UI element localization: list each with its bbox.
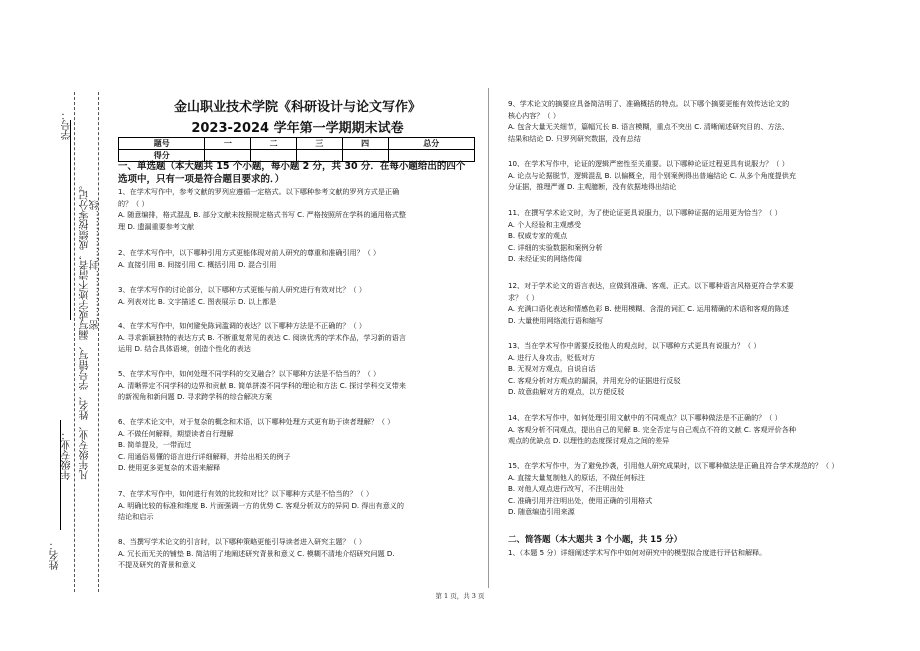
binding-instruction: 凡年级专业、姓名、学号错写、漏写或字迹不清者，成绩按零分记。	[80, 180, 91, 480]
question-line: 3、在学术写作的讨论部分，以下哪种方式更能与前人研究进行有效对比？（ ）	[118, 285, 366, 294]
question-line: D. 故意曲解对方的观点，以方便反驳	[508, 387, 625, 397]
question-line: 14、在学术写作中，如何处理引用文献中的不同观点？以下哪种做法是不正确的？（ ）	[508, 413, 782, 422]
question-line: A. 直接大量复制他人的原话，不做任何标注	[508, 472, 645, 482]
binding-line-outer	[74, 92, 75, 592]
question-line: C. 客观分析对方观点的漏洞，并用充分的证据进行反驳	[508, 375, 681, 385]
score-cell: 二	[251, 138, 297, 150]
question-8	[118, 536, 395, 571]
question-line: A. 进行人身攻击，贬低对方	[508, 352, 596, 362]
question-line: A. 清晰界定不同学科的边界和贡献 B. 简单拼凑不同学科的理论和方法 C. 探讨学科交叉带来	[118, 380, 406, 390]
name-label: 姓名：	[50, 540, 61, 570]
question-9	[508, 98, 789, 144]
question-line: 分证据，推理严谨 D. 主观臆断，没有依据地得出结论	[508, 182, 677, 192]
question-line: A. 客观分析不同观点，提出自己的见解 B. 完全否定与自己观点不符的文献 C. 客观评价各种	[508, 424, 796, 434]
question-2	[118, 247, 380, 270]
question-line: A. 冗长而无关的铺垫 B. 简洁明了地阐述研究背景和意义 C. 模糊不清地介绍研究问题 D.	[118, 548, 395, 558]
question-line: 求？（ ）	[508, 292, 539, 302]
question-line: 的新视角和新问题 D. 寻求跨学科的综合解决方案	[118, 392, 273, 402]
section2-heading: 二、简答题（本大题共 3 个小题，共 15 分）	[508, 535, 683, 545]
question-line: D. 大量使用网络流行语和缩写	[508, 315, 604, 325]
question-line: B. 简单提及，一带而过	[118, 440, 192, 450]
question-line: A. 充满口语化表达和情感色彩 B. 使用模糊、含混的词汇 C. 运用精确的术语和客观的陈述	[508, 304, 789, 314]
question-line: 理 D. 遗漏重要参考文献	[118, 221, 195, 231]
question-line: A. 明确比较的标准和维度 B. 片面强调一方的优势 C. 客观分析双方的异同 D. 得出有意义的	[118, 500, 404, 510]
question-line: 运用 D. 结合具体语境，创造个性化的表达	[118, 344, 251, 354]
question-4	[118, 320, 406, 355]
question-line: C. 用通俗易懂的语言进行详细解释，并给出相关的例子	[118, 451, 291, 461]
question-14	[508, 412, 796, 447]
question-3	[118, 284, 366, 307]
section1-heading	[118, 160, 483, 186]
grade-major-label: 年级专业：	[62, 430, 73, 480]
question-11	[508, 207, 782, 265]
page-footer: 第 1 页，共 3 页	[435, 592, 485, 600]
score-table-header-row	[119, 138, 475, 150]
question-line: 6、在学术论文中，对于复杂的概念和术语，以下哪种处理方式更有助于读者理解？（ ）	[118, 417, 395, 426]
binding-line-inner	[98, 92, 99, 592]
question-line: B. 权威专家的观点	[508, 231, 568, 241]
score-table	[118, 137, 475, 162]
question-line: C. 准确引用并注明出处，使用正确的引用格式	[508, 495, 653, 505]
question-line: A. 包含大量无关细节，篇幅冗长 B. 语言模糊，重点不突出 C. 清晰阐述研究目的、方法、	[508, 122, 789, 132]
question-line: 5、在学术写作中，如何处理不同学科的交叉融合？以下哪种方法是不恰当的？（ ）	[118, 369, 381, 378]
question-line: 7、在学术写作中，如何进行有效的比较和对比？以下哪种方式是不恰当的？（ ）	[118, 489, 374, 498]
question-line: 的？（ ）	[118, 198, 149, 208]
question-1	[118, 186, 406, 232]
student-id-label: 学号：	[62, 110, 73, 140]
question-line: D. 未经证实的网络传闻	[508, 254, 582, 264]
question-7	[118, 488, 404, 523]
question-line: A. 列表对比 B. 文字描述 C. 图表展示 D. 以上都是	[118, 296, 277, 306]
question-line: 4、在学术写作中，如何避免陈词滥调的表达？以下哪种方法是不正确的？（ ）	[118, 321, 366, 330]
question-line: A. 直接引用 B. 间接引用 C. 概括引用 D. 混合引用	[118, 259, 277, 269]
question-line: 观点的优缺点 D. 以理性的态度探讨观点之间的差异	[508, 436, 670, 446]
seal-mark: 密……………封……………线	[90, 200, 101, 330]
question-line: 1、在学术写作中，参考文献的罗列应遵循一定格式。以下哪种参考文献的罗列方式是正确	[118, 187, 400, 196]
question-5	[118, 368, 406, 403]
studentid-underline	[70, 120, 71, 320]
short-answer-1: 1、（本题 5 分）详细阐述学术写作中如何对研究中的模型拟合度进行评估和解释。	[508, 548, 767, 557]
score-cell: 三	[296, 138, 342, 150]
question-line: 结论和启示	[118, 512, 154, 522]
question-6	[118, 416, 394, 474]
exam-title: 金山职业技术学院《科研设计与论文写作》	[173, 100, 421, 115]
question-line: 核心内容？（ ）	[508, 110, 560, 120]
score-cell: 题号	[119, 138, 205, 150]
question-line: 2、在学术写作中，以下哪种引用方式更能体现对前人研究的尊重和准确引用？（ ）	[118, 248, 381, 257]
question-line: A. 个人经验和主观感受	[508, 219, 582, 229]
question-line: 9、学术论文的摘要应具备简洁明了、准确概括的特点。以下哪个摘要更能有效传达论文的	[508, 99, 790, 108]
score-cell: 总分	[388, 138, 474, 150]
column-divider	[488, 88, 489, 588]
question-line: 11、在撰写学术论文时，为了使论证更具说服力，以下哪种证据的运用更为恰当？（ ）	[508, 208, 782, 217]
question-13	[508, 340, 760, 398]
question-line: 15、在学术写作中，为了避免抄袭，引用他人研究成果时，以下哪种做法是正确且符合学术规范的？（ ）	[508, 461, 839, 470]
question-10	[508, 158, 796, 193]
section1-heading-line2: 选项中，只有一项是符合题目要求的．）	[118, 174, 285, 185]
question-line: 不提及研究的背景和意义	[118, 560, 197, 570]
question-line: 10、在学术写作中，论证的逻辑严密性至关重要。以下哪种论证过程更具有说服力？（ ）	[508, 159, 789, 168]
question-line: 8、当撰写学术论文的引言时，以下哪种策略更能引导读者进入研究主题？（ ）	[118, 537, 366, 546]
question-line: D. 使用更多更复杂的术语来解释	[118, 463, 221, 473]
question-line: B. 对他人观点进行改写，不注明出处	[508, 484, 624, 494]
question-line: D. 随意编造引用来源	[508, 507, 575, 517]
question-line: A. 不做任何解释，期望读者自行理解	[118, 428, 234, 438]
question-line: C. 详细的实验数据和案例分析	[508, 242, 603, 252]
question-line: B. 无视对方观点，自说自话	[508, 364, 596, 374]
question-12	[508, 280, 794, 326]
exam-subtitle: 2023-2024 学年第一学期期末试卷	[191, 121, 404, 136]
question-line: 12、对于学术论文的语言表达，应做到准确、客观、正式。以下哪种语言风格更符合学术要	[508, 281, 794, 290]
score-cell: 四	[342, 138, 388, 150]
question-line: 13、当在学术写作中需要反驳他人的观点时，以下哪种方式更具有说服力？（ ）	[508, 341, 761, 350]
question-line: 结果和结论 D. 只罗列研究数据，没有总结	[508, 133, 641, 143]
name-underline	[60, 420, 61, 530]
question-line: A. 寻求新颖独特的表达方式 B. 不断重复常见的表达 C. 阅读优秀的学术作品，学习新的语言	[118, 332, 406, 342]
question-line: A. 论点与论据脱节，逻辑混乱 B. 以偏概全，用个别案例得出普遍结论 C. 从多个角度提供充	[508, 170, 796, 180]
question-line: A. 随意编排，格式混乱 B. 部分文献未按照规定格式书写 C. 严格按照所在学科的通用格式整	[118, 210, 406, 220]
question-15	[508, 460, 839, 518]
score-cell: 一	[205, 138, 251, 150]
section1-heading-line1: 一、单选题（本大题共 15 个小题，每小题 2 分，共 30 分．在每小题给出的四个	[118, 161, 466, 172]
score-cell: 得分	[119, 150, 205, 162]
